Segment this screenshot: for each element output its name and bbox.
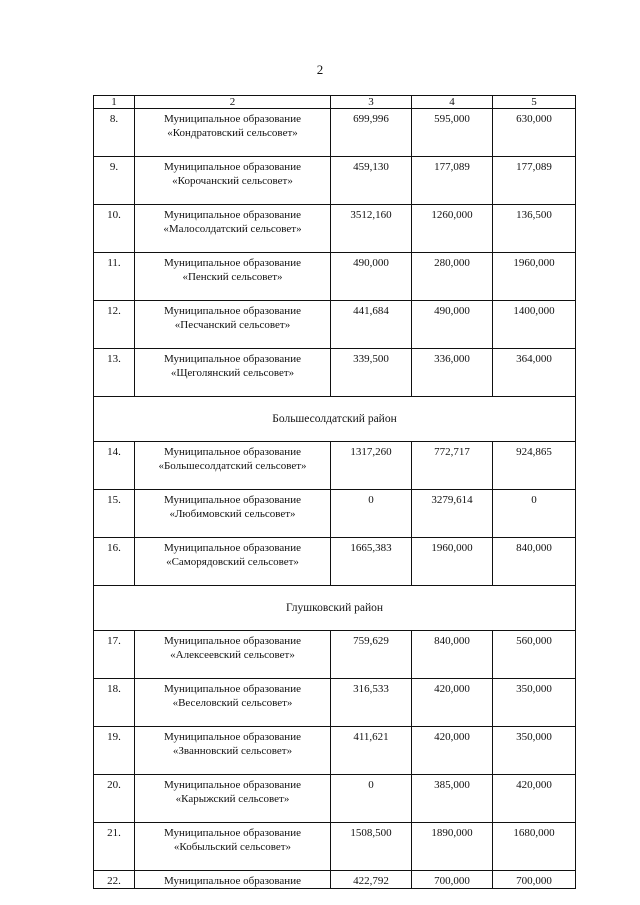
table-row (94, 301, 576, 349)
value-col-5: 0 (493, 490, 576, 538)
value-col-5: 1680,000 (493, 823, 576, 871)
municipality-name (135, 631, 331, 679)
value-col-3: 3512,160 (331, 205, 412, 253)
row-number: 8. (94, 109, 135, 157)
value-col-3: 490,000 (331, 253, 412, 301)
row-number: 17. (94, 631, 135, 679)
table-row (94, 538, 576, 586)
municipality-type: Муниципальное образование (164, 446, 301, 458)
municipality-type: Муниципальное образование (164, 875, 301, 887)
municipality-type: Муниципальное образование (164, 827, 301, 839)
municipality-title: «Алексеевский сельсовет» (170, 649, 295, 661)
value-col-5: 1400,000 (493, 301, 576, 349)
value-col-4: 3279,614 (412, 490, 493, 538)
municipality-type: Муниципальное образование (164, 209, 301, 221)
value-col-4: 595,000 (412, 109, 493, 157)
municipality-name (135, 349, 331, 397)
row-number: 20. (94, 775, 135, 823)
district-name: Большесолдатский район (94, 397, 576, 442)
value-col-5: 840,000 (493, 538, 576, 586)
row-number: 18. (94, 679, 135, 727)
municipality-name (135, 157, 331, 205)
table-row (94, 157, 576, 205)
row-number: 9. (94, 157, 135, 205)
value-col-4: 1260,000 (412, 205, 493, 253)
header-cell: 5 (493, 96, 576, 109)
value-col-5: 177,089 (493, 157, 576, 205)
municipality-type: Муниципальное образование (164, 494, 301, 506)
municipality-type: Муниципальное образование (164, 683, 301, 695)
municipality-name (135, 823, 331, 871)
municipality-title: «Щеголянский сельсовет» (170, 367, 295, 379)
value-col-3: 339,500 (331, 349, 412, 397)
table-row (94, 679, 576, 727)
value-col-5: 700,000 (493, 871, 576, 889)
municipality-type: Муниципальное образование (164, 731, 301, 743)
value-col-3: 1665,383 (331, 538, 412, 586)
row-number: 11. (94, 253, 135, 301)
municipality-name (135, 442, 331, 490)
value-col-4: 772,717 (412, 442, 493, 490)
table-row (94, 205, 576, 253)
value-col-3: 1317,260 (331, 442, 412, 490)
municipality-type: Муниципальное образование (164, 257, 301, 269)
header-cell: 3 (331, 96, 412, 109)
table-row (94, 253, 576, 301)
municipality-type: Муниципальное образование (164, 113, 301, 125)
value-col-3: 1508,500 (331, 823, 412, 871)
table-header-row (94, 96, 576, 109)
row-number: 16. (94, 538, 135, 586)
value-col-5: 1960,000 (493, 253, 576, 301)
value-col-5: 924,865 (493, 442, 576, 490)
municipality-name (135, 490, 331, 538)
table-row (94, 775, 576, 823)
budget-table (93, 95, 576, 889)
table-row (94, 349, 576, 397)
value-col-3: 411,621 (331, 727, 412, 775)
municipality-type: Муниципальное образование (164, 542, 301, 554)
table-row (94, 109, 576, 157)
municipality-title: «Веселовский сельсовет» (172, 697, 293, 709)
table-row (94, 442, 576, 490)
municipality-type: Муниципальное образование (164, 305, 301, 317)
value-col-5: 364,000 (493, 349, 576, 397)
header-cell: 4 (412, 96, 493, 109)
municipality-name (135, 109, 331, 157)
row-number: 13. (94, 349, 135, 397)
header-cell: 2 (135, 96, 331, 109)
header-cell: 1 (94, 96, 135, 109)
municipality-name (135, 775, 331, 823)
row-number: 12. (94, 301, 135, 349)
table-row (94, 727, 576, 775)
municipality-title: «Пенский сельсовет» (182, 271, 283, 283)
municipality-title: «Кондратовский сельсовет» (167, 127, 298, 139)
row-number: 10. (94, 205, 135, 253)
municipality-name (135, 679, 331, 727)
value-col-4: 336,000 (412, 349, 493, 397)
municipality-title: «Саморядовский сельсовет» (166, 556, 299, 568)
municipality-title: «Большесолдатский сельсовет» (158, 460, 307, 472)
value-col-5: 560,000 (493, 631, 576, 679)
value-col-4: 1960,000 (412, 538, 493, 586)
municipality-name (135, 205, 331, 253)
value-col-3: 759,629 (331, 631, 412, 679)
value-col-4: 700,000 (412, 871, 493, 889)
municipality-title: «Любимовский сельсовет» (169, 508, 296, 520)
municipality-name (135, 871, 331, 889)
municipality-title: «Званновский сельсовет» (172, 745, 293, 757)
municipality-title: «Корочанский сельсовет» (172, 175, 293, 187)
value-col-4: 177,089 (412, 157, 493, 205)
municipality-title: «Кобыльский сельсовет» (173, 841, 292, 853)
value-col-3: 316,533 (331, 679, 412, 727)
municipality-name (135, 253, 331, 301)
table-row (94, 490, 576, 538)
value-col-4: 420,000 (412, 679, 493, 727)
value-col-4: 420,000 (412, 727, 493, 775)
value-col-4: 840,000 (412, 631, 493, 679)
value-col-4: 385,000 (412, 775, 493, 823)
row-number: 15. (94, 490, 135, 538)
page-number: 2 (316, 62, 324, 77)
value-col-4: 280,000 (412, 253, 493, 301)
district-name: Глушковский район (94, 586, 576, 631)
district-row (94, 586, 576, 631)
value-col-3: 422,792 (331, 871, 412, 889)
value-col-4: 1890,000 (412, 823, 493, 871)
municipality-name (135, 538, 331, 586)
district-row (94, 397, 576, 442)
value-col-3: 0 (331, 490, 412, 538)
row-number: 21. (94, 823, 135, 871)
value-col-5: 630,000 (493, 109, 576, 157)
municipality-type: Муниципальное образование (164, 635, 301, 647)
row-number: 22. (94, 871, 135, 889)
row-number: 19. (94, 727, 135, 775)
value-col-5: 350,000 (493, 679, 576, 727)
table-row (94, 823, 576, 871)
value-col-4: 490,000 (412, 301, 493, 349)
value-col-5: 136,500 (493, 205, 576, 253)
table-row (94, 871, 576, 889)
municipality-name (135, 727, 331, 775)
municipality-type: Муниципальное образование (164, 353, 301, 365)
municipality-type: Муниципальное образование (164, 779, 301, 791)
municipality-type: Муниципальное образование (164, 161, 301, 173)
value-col-5: 350,000 (493, 727, 576, 775)
table-row (94, 631, 576, 679)
municipality-title: «Малосолдатский сельсовет» (163, 223, 302, 235)
municipality-title: «Песчанский сельсовет» (174, 319, 291, 331)
value-col-3: 441,684 (331, 301, 412, 349)
row-number: 14. (94, 442, 135, 490)
value-col-5: 420,000 (493, 775, 576, 823)
municipality-name (135, 301, 331, 349)
table-body (94, 96, 576, 889)
value-col-3: 459,130 (331, 157, 412, 205)
value-col-3: 699,996 (331, 109, 412, 157)
municipality-title: «Карыжский сельсовет» (175, 793, 290, 805)
value-col-3: 0 (331, 775, 412, 823)
